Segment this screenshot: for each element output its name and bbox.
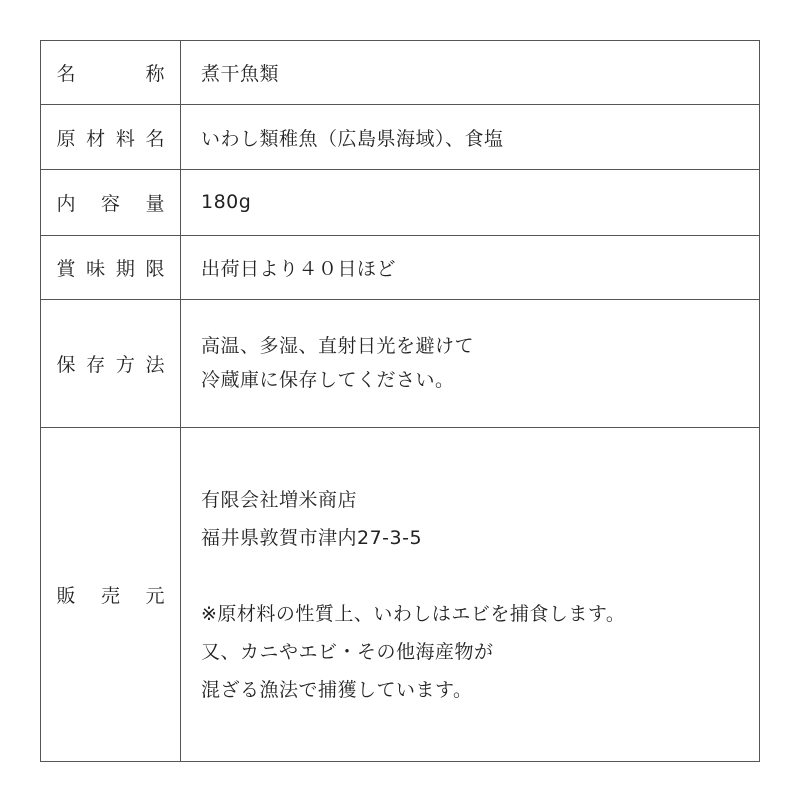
value-net-weight: 180g <box>201 191 252 214</box>
value-seller-note-3: 混ざる漁法で捕獲しています。 <box>201 678 473 701</box>
value-seller-note-1: ※原材料の性質上、いわしはエビを捕食します。 <box>201 602 626 625</box>
header-cell-net-weight <box>41 170 181 235</box>
header-label-net-weight: 内容量 <box>56 192 165 215</box>
value-storage-line-1: 高温、多湿、直射日光を避けて <box>201 335 475 358</box>
row-seller <box>41 428 760 762</box>
value-seller-spacer <box>201 557 759 595</box>
header-cell-storage <box>41 299 181 427</box>
header-label-name: 名称 <box>56 63 165 86</box>
row-name <box>41 41 760 105</box>
value-best-before: 出荷日より４０日ほど <box>201 257 397 280</box>
header-cell-name <box>41 41 181 105</box>
value-cell-net-weight <box>181 170 760 235</box>
value-storage-line-2: 冷蔵庫に保存してください。 <box>201 369 455 392</box>
row-ingredients <box>41 105 760 170</box>
header-cell-ingredients <box>41 105 181 170</box>
row-storage <box>41 299 760 427</box>
header-label-seller: 販売元 <box>56 585 165 608</box>
product-label-table <box>40 40 760 762</box>
value-product-name: 煮干魚類 <box>201 63 280 86</box>
header-label-ingredients: 原材料名 <box>56 127 165 150</box>
value-cell-best-before <box>181 235 760 299</box>
header-cell-seller <box>41 428 181 762</box>
value-seller-address: 福井県敦賀市津内27-3-5 <box>201 526 423 549</box>
header-label-best-before: 賞味期限 <box>56 257 165 280</box>
header-cell-best-before <box>41 235 181 299</box>
value-cell-storage <box>181 299 760 427</box>
value-cell-seller <box>181 428 760 762</box>
value-cell-ingredients <box>181 105 760 170</box>
value-seller-note-2: 又、カニやエビ・その他海産物が <box>201 640 494 663</box>
value-ingredients: いわし類稚魚（広島県海域）、食塩 <box>201 127 504 150</box>
row-best-before <box>41 235 760 299</box>
value-seller-company: 有限会社増米商店 <box>201 488 358 511</box>
value-cell-name <box>181 41 760 105</box>
row-net-weight <box>41 170 760 235</box>
header-label-storage: 保存方法 <box>56 353 165 376</box>
